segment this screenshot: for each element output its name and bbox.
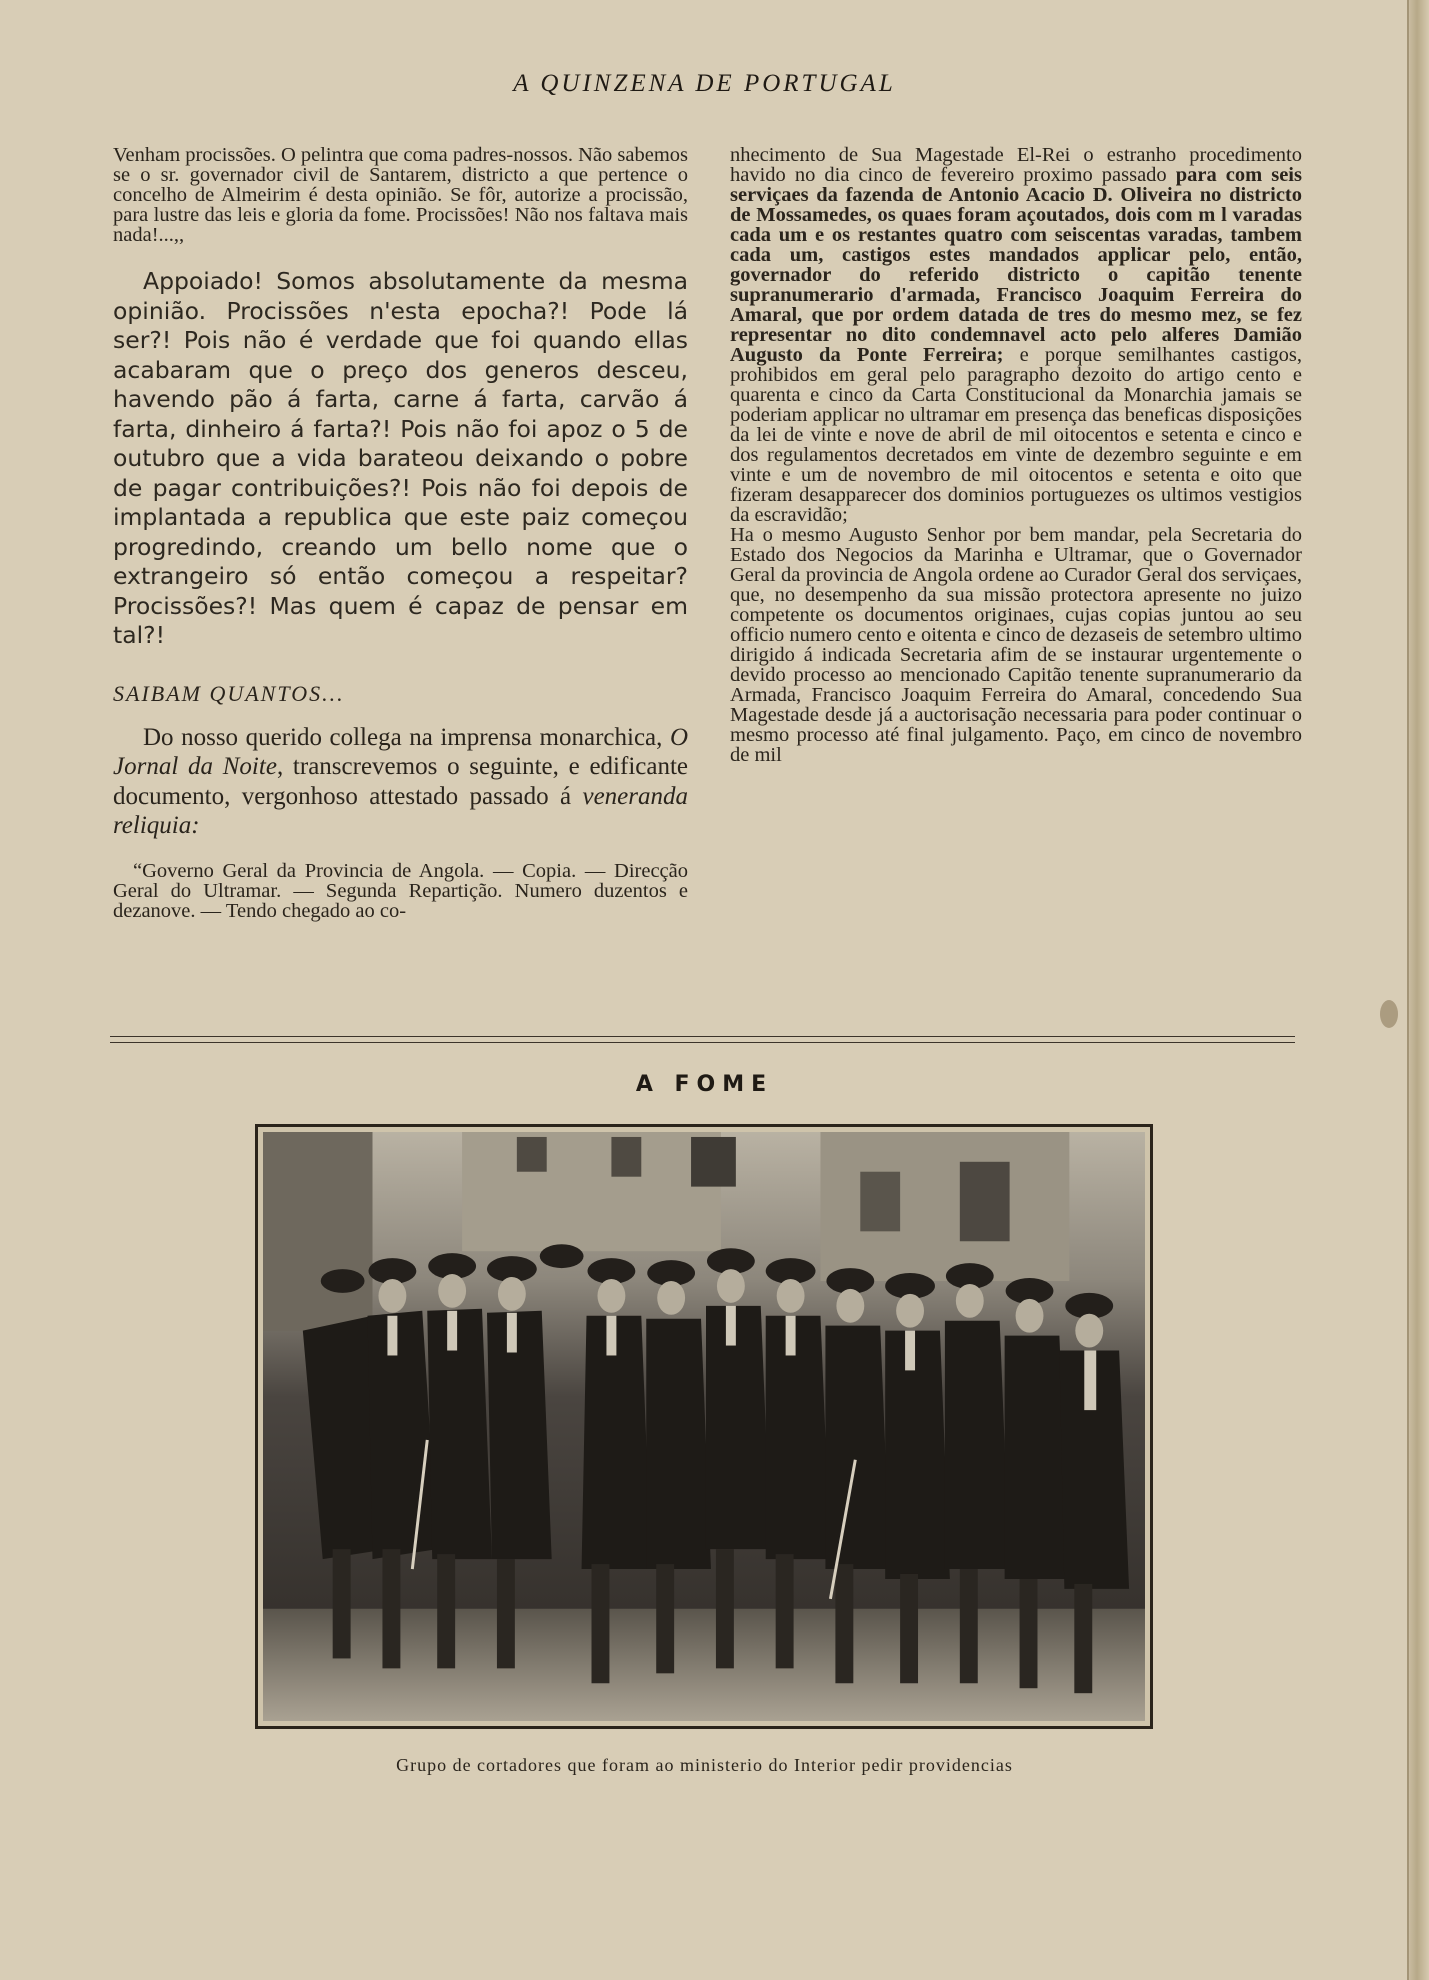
section-rule-bottom	[110, 1042, 1295, 1043]
page-edge	[1407, 0, 1429, 1980]
left-paragraph-4: “Governo Geral da Provincia de Angola. — Copia. — Direcção Geral do Ultramar. — Segunda Repartição. Numero duzentos e dezanove. — Tendo chegado ao co-	[113, 859, 688, 922]
reliquia-text: veneranda reliquia:	[113, 782, 688, 839]
journal-name: O Jornal da Noite	[113, 723, 688, 780]
r1-text: nhecimento de Sua Magestade El-Rei o estranho procedimento havido no dia cinco de fevereiro proximo passado	[730, 144, 1302, 186]
r1-bold-text: para com seis serviçaes da fazenda de Antonio Acacio D. Oliveira no districto de Mossamedes, os quaes foram açoutados, dois com m l varadas cada um e os restantes quatro com seiscentas varadas, tambem cada um, castigos estes mandados applicar pelo, então, governador do referido districto o capitão tenente supranumerario d'armada, Francisco Joaquim Ferreira do Amaral, que por ordem datada de tres do mesmo mez, se fez representar no dito condemnavel acto pelo alferes Damião Augusto da Ponte Ferreira;	[730, 164, 1302, 366]
right-paragraph-2: Ha o mesmo Augusto Senhor por bem mandar, pela Secretaria do Estado dos Negocios da Marinha e Ultramar, que o Governador Geral da provincia de Angola ordene ao Curador Geral dos serviçaes, que, no desempenho da sua missão protectora apresente no juizo competente os documentos originaes, cujas copias juntou ao seu officio numero cento e oitenta e cinco de dezaseis de setembro ultimo dirigido á indicada Secretaria afim de se instaurar urgentemente o devido processo ao mencionado Capitão tenente supranumerario da Armada, Francisco Joaquim Ferreira do Amaral, concedendo Sua Magestade desde já a auctorisação necessaria para poder continuar o mesmo processo até final julgamento. Paço, em cinco de novembro de mil	[730, 524, 1302, 766]
left-paragraph-1: Venham procissões. O pelintra que coma padres-nossos. Não sabemos se o sr. governador civil de Santarem, districto a que pertence o concelho de Almeirim é desta opinião. Se fôr, autorize a procissão, para lustre das leis e gloria da fome. Procissões! Não nos faltava mais nada!...,,	[113, 144, 689, 246]
section-rule-top	[110, 1036, 1295, 1037]
photo-frame	[255, 1124, 1153, 1729]
right-paragraph-1	[730, 145, 1302, 525]
p3-text-b: , transcrevemos o seguinte, e edificante documento, vergonhoso attestado passado á	[113, 753, 689, 810]
right-column	[730, 145, 1302, 765]
photo-caption: Grupo de cortadores que foram ao ministerio do Interior pedir providencias	[396, 1755, 1013, 1775]
page-stain	[1380, 1000, 1398, 1028]
p3-text-a: Do nosso querido collega na imprensa monarchica,	[143, 723, 670, 751]
section-heading-saibam: SAIBAM QUANTOS...	[113, 680, 345, 706]
left-paragraph-3	[113, 723, 688, 841]
left-paragraph-2: Appoiado! Somos absolutamente da mesma opinião. Procissões n'esta epocha?! Pode lá ser?! Pois não é verdade que foi quando ellas acabaram que o preço dos generos desceu, havendo pão á farta, carne á farta, carvão á farta, dinheiro á farta?! Pois não foi apoz o 5 de outubro que a vida barateou deixando o pobre de pagar contribuições?! Pois não foi depois de implantada a republica que este paiz começou progredindo, creando um bello nome que o extrangeiro só então começou a respeitar? Procissões?! Mas quem é capaz de pensar em tal?!	[113, 267, 688, 649]
crowd-photo	[263, 1132, 1145, 1721]
left-column	[113, 145, 688, 921]
r1-rest-text: e porque semilhantes castigos, prohibidos em geral pelo paragrapho dezoito do artigo cento e quarenta e cinco da Carta Constitucional da Monarchia jamais se poderiam applicar no ultramar em presença das beneficas disposições da lei de vinte e nove de abril de mil oitocentos e setenta e cinco e dos regulamentos decretados em vinte de dezembro seguinte e em vinte e um de novembro de mil oitocentos e setenta e oito que fizeram desapparecer dos dominios portuguezes os ultimos vestigios da escravidão;	[730, 344, 1302, 526]
section-title: A FOME	[635, 1072, 774, 1097]
page-header: A QUINZENA DE PORTUGAL	[513, 70, 896, 97]
